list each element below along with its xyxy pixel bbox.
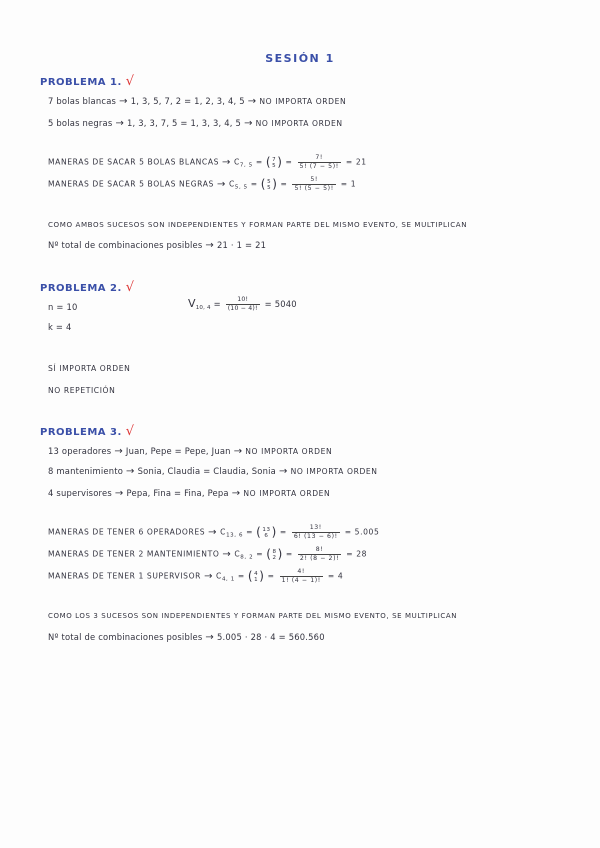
binomial: (5 5) (260, 177, 278, 192)
p3-operators-line: 13 operadores → Juan, Pepe = Pepe, Juan → NO IMPORTA ORDEN (48, 446, 333, 457)
p2-n-value: n = 10 (48, 302, 78, 312)
problem-1-title: PROBLEMA 1. (40, 77, 122, 88)
arrow-icon: → (244, 118, 253, 129)
p3-supervisors-line: 4 supervisores → Pepa, Fina = Fina, Pepa → NO IMPORTA ORDEN (48, 488, 331, 499)
p1-black-balls-line: 5 bolas negras → 1, 3, 3, 7, 5 = 1, 3, 3, 4, 5 → NO IMPORTA ORDEN (48, 118, 343, 129)
fraction: $\frac{8!}{2! (8 - 2)!}$ (299, 546, 340, 562)
fraction: $\frac{10!}{(10 - 4)!}$ (227, 296, 258, 312)
p1-black-combination: MANERAS DE SACAR 5 BOLAS NEGRAS → $C_{5, 5} = (5$ 5) = $\frac{5!}{5! (5 - 5)!}$ = 1 (48, 176, 357, 192)
check-mark-icon: √ (125, 280, 135, 295)
binomial: (8 2) (266, 547, 283, 562)
problem-2-title: PROBLEMA 2. (40, 283, 122, 294)
p3-operators-combination: MANERAS DE TENER 6 OPERADORES → $C_{13, 6} = (13$ 6 ) = $\frac{13!}{6! (13 - 6)!}$ = 5.005 (48, 524, 380, 540)
arrow-icon: → (247, 96, 257, 107)
problem-3-heading (40, 424, 135, 439)
p3-conclusion-line1: COMO LOS 3 SUCESOS SON INDEPENDIENTES Y FORMAN PARTE DEL MISMO EVENTO, SE MULTIPLICAN (48, 612, 458, 620)
arrow-icon: → (233, 446, 243, 457)
arrow-icon: → (204, 570, 214, 582)
p3-maintenance-line: 8 mantenimiento → Sonia, Claudia = Claudia, Sonia → NO IMPORTA ORDEN (48, 466, 378, 477)
arrow-icon: → (216, 178, 226, 190)
problem-3-title: PROBLEMA 3. (40, 427, 122, 438)
arrow-icon: → (208, 526, 218, 538)
binomial: (13 6 ) (256, 525, 277, 540)
p1-white-combination: MANERAS DE SACAR 5 BOLAS BLANCAS → $C_{7, 5} = (7$ 5) = $\frac{7!}{5! (7 - 5)!}$ = 21 (48, 154, 367, 170)
problem-1-heading (40, 74, 135, 89)
p1-conclusion-line1: COMO AMBOS SUCESOS SON INDEPENDIENTES Y FORMAN PARTE DEL MISMO EVENTO, SE MULTIPLICAN (48, 220, 468, 229)
fraction: $\frac{7!}{5! (7 - 5)!}$ (299, 154, 339, 170)
fraction: $\frac{13!}{6! (13 - 6)!}$ (293, 524, 338, 540)
arrow-icon: → (115, 118, 125, 129)
arrow-icon: → (114, 488, 124, 499)
arrow-icon: → (231, 488, 241, 499)
p3-supervisor-combination: MANERAS DE TENER 1 SUPERVISOR → $C_{4, 1} = (4$ 1) = $\frac{4!}{1! (4 - 1)!}$ = 4 (48, 568, 344, 584)
p3-maintenance-combination: MANERAS DE TENER 2 MANTENIMIENTO → $C_{8, 2} = (8$ 2) = $\frac{8!}{2! (8 - 2)!}$ = 28 (48, 546, 368, 562)
arrow-icon: → (205, 632, 215, 643)
check-mark-icon: √ (125, 424, 135, 439)
p3-conclusion-line2: Nº total de combinaciones posibles → 5.005 · 28 · 4 = 560.560 (48, 632, 325, 643)
binomial: (4 1) (247, 569, 265, 584)
fraction: $\frac{4!}{1! (4 - 1)!}$ (281, 568, 321, 584)
p2-variation: $V_{10, 4}$ = $\frac{10!}{(10 - 4)!}$ = 5040 (188, 296, 297, 312)
page-title: SESIÓN 1 (265, 52, 335, 65)
arrow-icon: → (222, 548, 232, 560)
arrow-icon: → (279, 466, 288, 477)
p1-conclusion-line2: Nº total de combinaciones posibles → 21 · 1 = 21 (48, 240, 267, 251)
binomial: (7 5) (265, 155, 283, 170)
p1-white-balls-line: 7 bolas blancas → 1, 3, 5, 7, 2 = 1, 2, 3, 4, 5 → NO IMPORTA ORDEN (48, 96, 347, 107)
p2-note-repetition: NO REPETICIÓN (48, 386, 116, 395)
arrow-icon: → (205, 240, 215, 251)
fraction: $\frac{5!}{5! (5 - 5)!}$ (294, 176, 334, 192)
problem-2-heading (40, 280, 135, 295)
arrow-icon: → (126, 466, 135, 477)
p2-note-order: SÍ IMPORTA ORDEN (48, 364, 131, 373)
arrow-icon: → (119, 96, 128, 107)
arrow-icon: → (222, 156, 232, 168)
p2-k-value: k = 4 (48, 322, 72, 332)
check-mark-icon: √ (125, 74, 135, 89)
arrow-icon: → (114, 446, 123, 457)
